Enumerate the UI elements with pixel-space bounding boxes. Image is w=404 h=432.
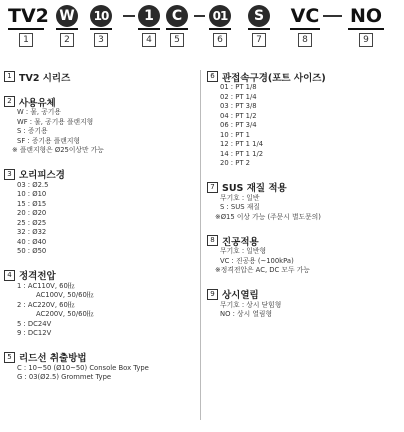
section-title: SUS 재질 적용 [222,183,287,194]
section-option: 9 : DC12V [17,329,52,337]
code-segment-1 [8,5,49,47]
code-segment-underline [248,28,270,30]
spec-section-4 [4,269,200,339]
code-segment-underline [348,28,384,30]
code-segment-text: TV2 [8,5,49,27]
section-option: 40 : Ø40 [17,237,47,246]
section-note: ※정격전압은 AC, DC 모두 가능 [215,266,310,274]
code-segment-number: 4 [142,33,156,47]
spec-section-9 [207,288,403,320]
code-segment-text: 01 [209,5,231,27]
code-segment-9 [348,5,384,47]
section-heading [4,70,200,83]
section-option: S : SUS 재질 [220,203,260,211]
section-option: 25 : Ø25 [17,218,47,227]
section-number-box: 1 [4,71,15,82]
section-option: S : 증기용 [17,127,48,135]
section-option: NO : 상시 열림형 [220,310,273,318]
code-segment-2 [56,5,78,47]
section-option: 50 : Ø50 [17,247,47,255]
section-option: 10 : Ø10 [17,190,47,198]
spec-section-1 [4,70,200,83]
section-title: 정격전압 [19,271,56,282]
code-segment-number: 3 [94,33,108,47]
code-segment-4 [138,5,160,47]
section-number-box: 8 [207,235,218,246]
section-option: 무기호 : 일반형 [220,247,267,255]
section-number-box: 7 [207,182,218,193]
section-option: 1 : AC110V, 60㎐ [17,281,75,290]
code-segment-text: C [166,5,188,27]
section-heading [207,70,403,83]
code-segment-text: NO [349,5,383,27]
section-option: 2 : AC220V, 60㎐ [17,300,75,309]
spec-column-right [207,70,403,332]
code-segment-text: S [248,5,270,27]
code-segment-number: 8 [298,33,312,47]
section-number-box: 3 [4,169,15,180]
code-separator-dash [194,15,205,17]
section-number-box: 9 [207,289,218,300]
section-option: 03 : PT 3/8 [220,102,257,110]
section-heading [207,181,403,194]
code-separator-dash [123,15,135,17]
section-title: 오리피스경 [19,170,65,181]
section-number-box: 2 [4,96,15,107]
section-heading [4,95,200,108]
section-title: TV2 시리즈 [19,72,71,84]
section-option: 10 : PT 1 [220,130,250,139]
section-option: 06 : PT 3/4 [220,121,257,129]
code-segment-number: 7 [252,33,266,47]
section-option: AC100V, 50/60㎐ [36,291,94,299]
section-option: 무기호 : 일반 [220,193,260,202]
spec-section-3 [4,168,200,257]
section-option: 01 : PT 1/8 [220,83,257,91]
section-option: C : 10~50 (Ø10~50) Console Box Type [17,363,149,372]
code-segment-underline [290,28,320,30]
section-option: 20 : Ø20 [17,209,47,217]
section-title: 리드선 취출방법 [19,353,87,364]
spec-section-6 [207,70,403,169]
spec-section-8 [207,234,403,276]
section-number-box: 4 [4,270,15,281]
section-heading [4,269,200,282]
section-option: 14 : PT 1 1/2 [220,149,264,158]
section-title: 사용유체 [19,97,56,109]
code-segment-underline [209,28,231,30]
spec-column-left [4,70,200,395]
code-segment-3 [90,5,112,47]
code-segment-text: 10 [90,5,112,27]
code-segment-5 [166,5,188,47]
section-title: 관접속구경(포트 사이즈) [222,72,326,84]
code-segment-number: 2 [60,33,74,47]
code-segment-text: W [56,5,78,27]
code-segment-text: 1 [138,5,160,27]
section-option: WF : 물, 공기용 플랜지형 [17,117,94,126]
code-segment-number: 5 [170,33,184,47]
code-segment-number: 6 [213,33,227,47]
section-option: W : 물, 공기용 [17,108,61,116]
section-note: ※ 플랜지형은 Ø25이상만 가능 [12,146,104,154]
code-segment-number: 1 [19,33,33,47]
section-option: 15 : Ø15 [17,199,47,208]
section-option: 02 : PT 1/4 [220,92,257,101]
spec-section-2 [4,95,200,156]
section-number-box: 6 [207,71,218,82]
section-note: ※Ø15 이상 가능 (주문시 별도문의) [215,212,321,221]
section-option: G : 03(Ø2.5) Grommet Type [17,373,112,381]
section-option: 5 : DC24V [17,319,52,328]
spec-section-7 [207,181,403,223]
section-option: VC : 진공용 (~100kPa) [220,256,294,265]
section-heading [4,168,200,181]
section-option: 03 : Ø2.5 [17,180,49,189]
section-title: 상시열림 [222,290,259,301]
code-segment-6 [209,5,231,47]
section-option: 32 : Ø32 [17,228,47,236]
section-heading [207,288,403,301]
code-segment-7 [248,5,270,47]
section-option: 12 : PT 1 1/4 [220,140,264,148]
section-heading [4,351,200,364]
code-segment-underline [90,28,112,30]
code-segment-8 [290,5,320,47]
section-title: 진공적용 [222,236,259,248]
model-code-row [0,5,404,53]
section-option: 무기호 : 상시 닫힘형 [220,300,282,309]
code-separator-dash [323,15,342,17]
code-segment-underline [138,28,160,30]
code-segment-underline [56,28,78,30]
code-segment-number: 9 [359,33,373,47]
section-option: AC200V, 50/60㎐ [36,310,94,318]
section-option: 20 : PT 2 [220,159,250,167]
spec-section-5 [4,351,200,383]
column-divider [200,70,201,420]
code-segment-underline [166,28,188,30]
section-number-box: 5 [4,352,15,363]
section-heading [207,234,403,247]
section-option: 04 : PT 1/2 [220,111,257,120]
section-option: SF : 증기용 플랜지형 [17,136,80,145]
code-segment-text: VC [290,5,320,27]
code-segment-underline [8,28,44,30]
